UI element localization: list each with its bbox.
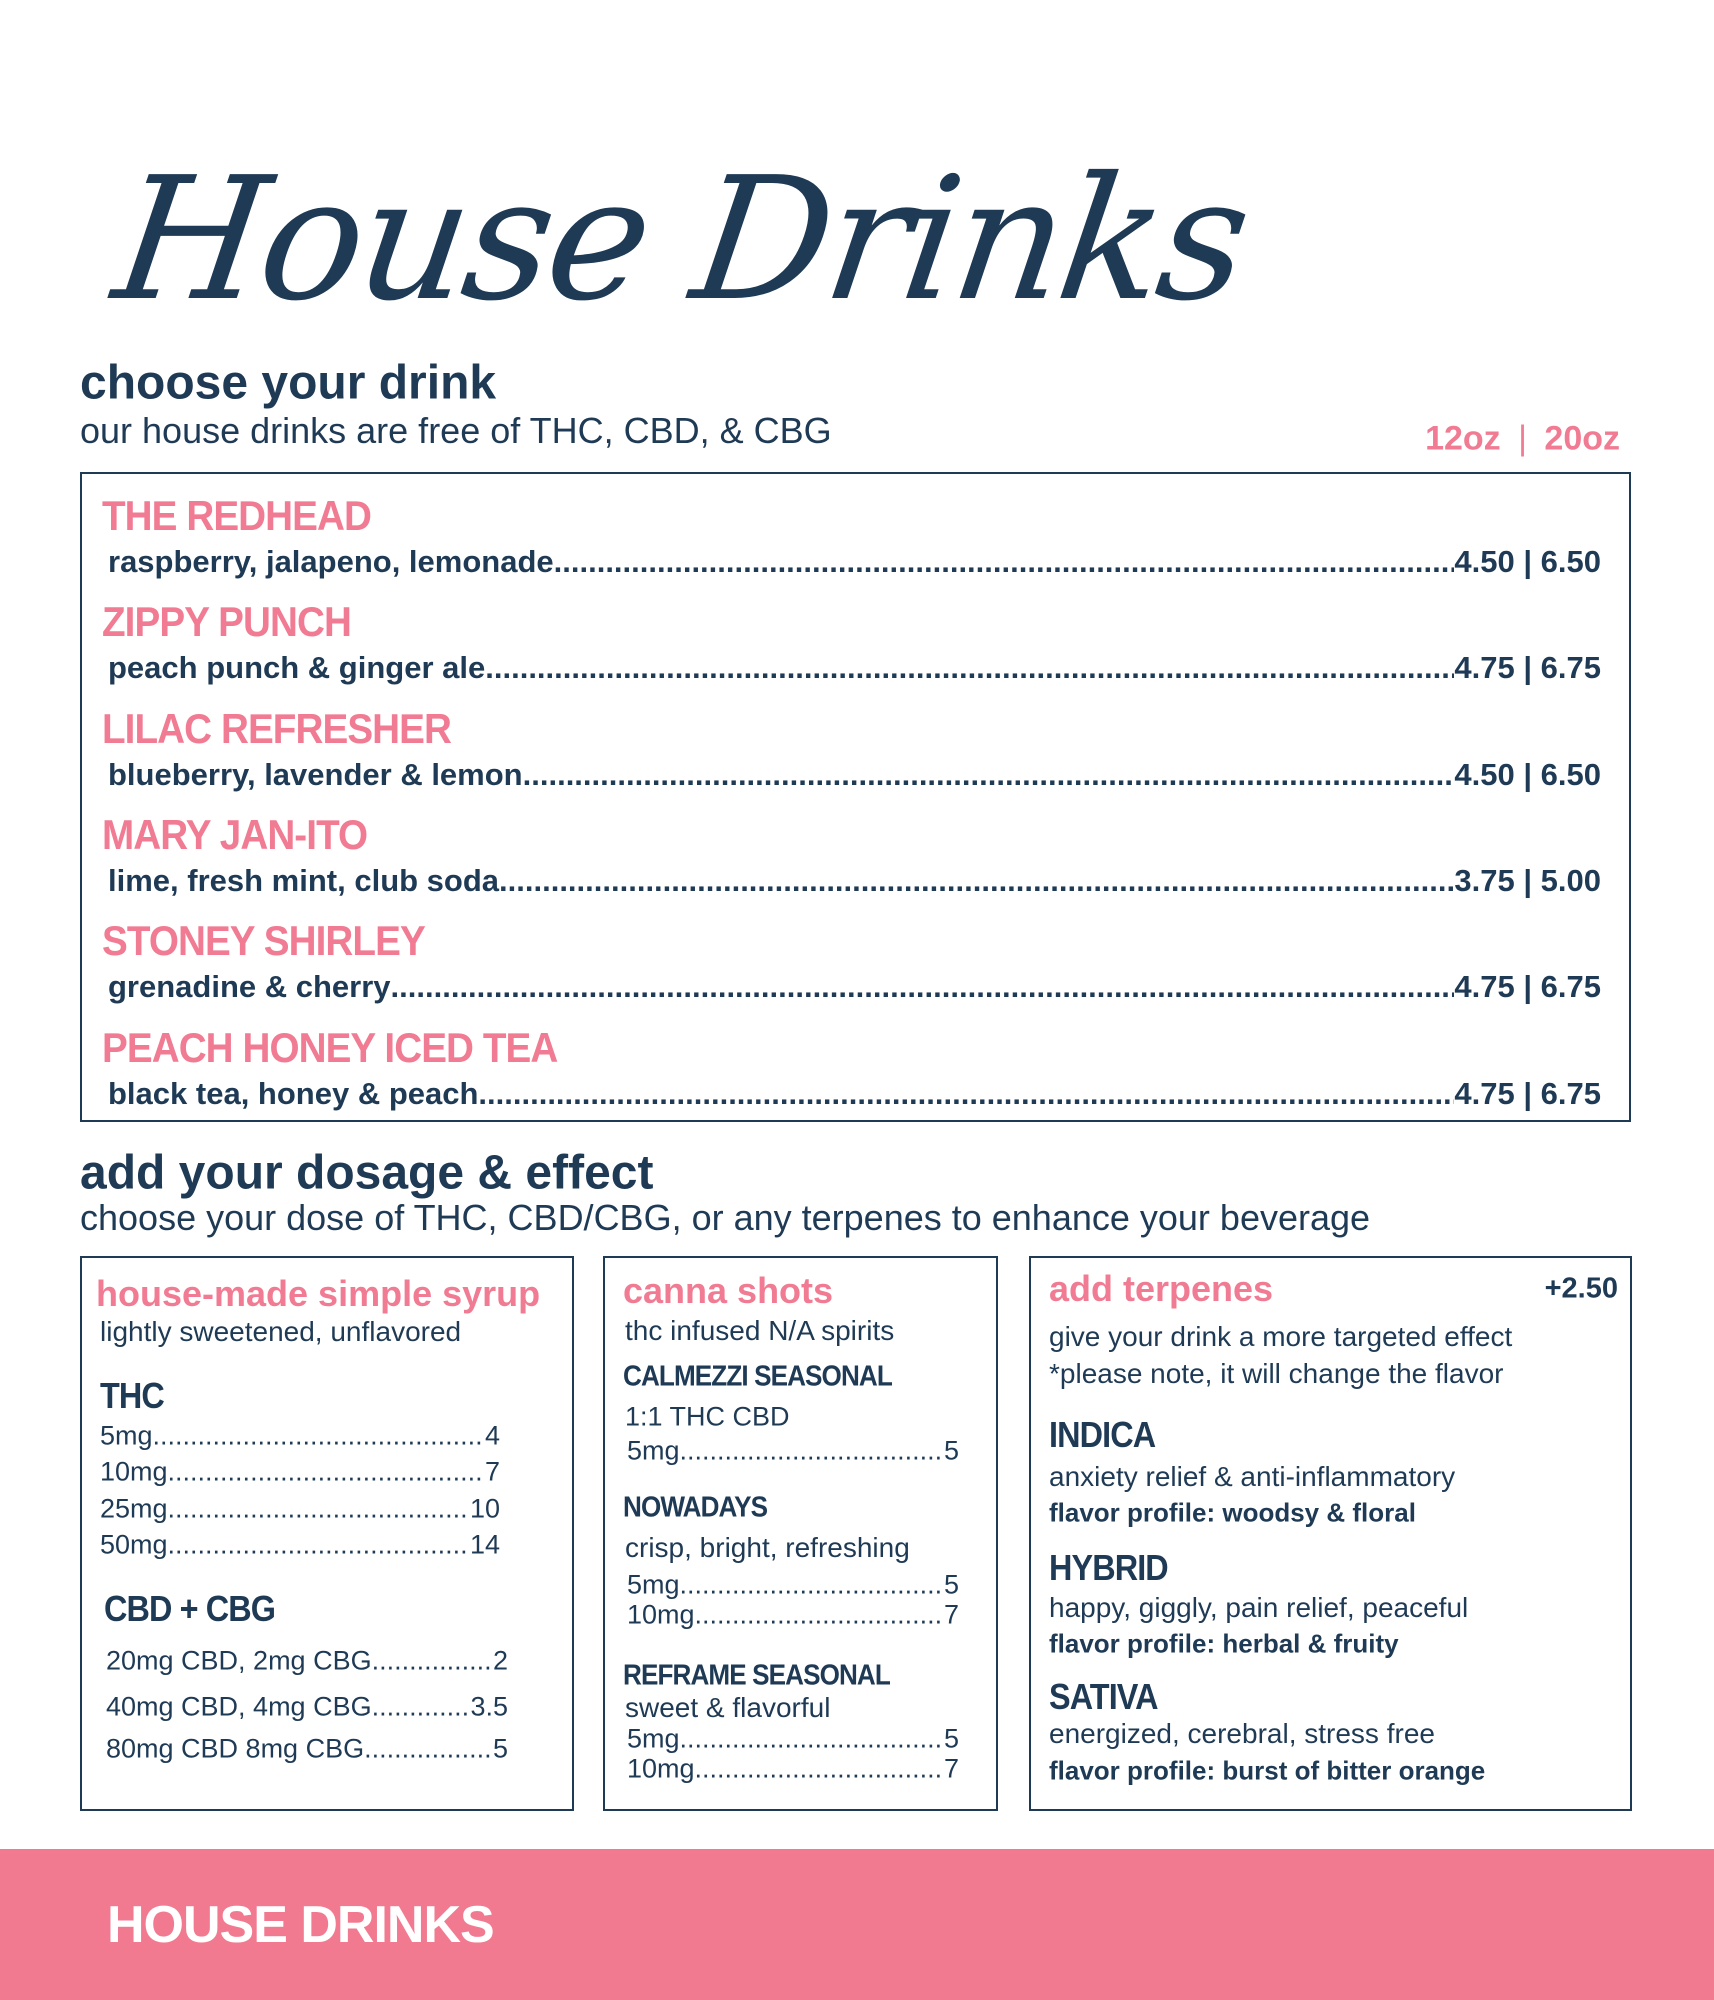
syrup-subheading: lightly sweetened, unflavored bbox=[100, 1316, 462, 1347]
price-row bbox=[100, 1530, 500, 1561]
item-price: 7 bbox=[943, 1753, 959, 1784]
shot-name: CALMEZZI SEASONAL bbox=[623, 1360, 892, 1393]
item-label: 5mg bbox=[100, 1420, 153, 1451]
item-price: 5 bbox=[943, 1569, 959, 1600]
drink-name: STONEY SHIRLEY bbox=[102, 917, 425, 965]
syrup-heading: house-made simple syrup bbox=[96, 1273, 541, 1314]
item-price: 5 bbox=[943, 1435, 959, 1466]
item-label: 5mg bbox=[627, 1723, 680, 1754]
dot-leader bbox=[372, 1646, 493, 1677]
terpene-flavor: flavor profile: woodsy & floral bbox=[1049, 1497, 1416, 1528]
size-divider: | bbox=[1518, 419, 1527, 458]
price-row bbox=[106, 1692, 508, 1723]
drink-name: THE REDHEAD bbox=[102, 492, 371, 539]
shot-note: crisp, bright, refreshing bbox=[625, 1532, 910, 1563]
terpenes-line1: give your drink a more targeted effect bbox=[1049, 1321, 1513, 1352]
dosage-heading: add your dosage & effect bbox=[80, 1146, 654, 1200]
item-label: blueberry, lavender & lemon bbox=[108, 756, 523, 792]
price-row bbox=[106, 1646, 508, 1677]
dot-leader bbox=[680, 1436, 944, 1467]
shot-note: sweet & flavorful bbox=[625, 1692, 831, 1723]
drink-name: LILAC REFRESHER bbox=[102, 704, 452, 752]
item-price: 4.75 | 6.75 bbox=[1454, 1075, 1601, 1111]
item-price: 3.5 bbox=[470, 1691, 508, 1722]
price-row bbox=[108, 1076, 1601, 1112]
terpene-flavor: flavor profile: burst of bitter orange bbox=[1049, 1755, 1486, 1786]
item-price: 7 bbox=[484, 1456, 500, 1487]
item-price: 5 bbox=[492, 1733, 508, 1764]
item-label: 5mg bbox=[627, 1569, 680, 1600]
item-label: 40mg CBD, 4mg CBG bbox=[106, 1691, 372, 1722]
price-row bbox=[627, 1754, 959, 1785]
terpenes-line2: *please note, it will change the flavor bbox=[1049, 1358, 1504, 1389]
item-label: raspberry, jalapeno, lemonade bbox=[108, 544, 554, 579]
size-large: 20oz bbox=[1544, 419, 1620, 458]
item-label: lime, fresh mint, club soda bbox=[108, 862, 500, 898]
terpene-type: INDICA bbox=[1049, 1414, 1156, 1455]
page-title: House Drinks bbox=[104, 141, 1258, 339]
dot-leader bbox=[523, 757, 1455, 793]
dot-leader bbox=[168, 1494, 470, 1525]
terpene-effect: anxiety relief & anti-inflammatory bbox=[1049, 1461, 1456, 1492]
item-label: 5mg bbox=[627, 1435, 680, 1466]
cbd-label: CBD + CBG bbox=[104, 1588, 276, 1629]
footer-banner bbox=[0, 1849, 1714, 2000]
canna-subheading: thc infused N/A spirits bbox=[625, 1315, 895, 1346]
dot-leader bbox=[168, 1530, 470, 1561]
syrup-box bbox=[80, 1256, 574, 1811]
terpene-type: SATIVA bbox=[1049, 1676, 1158, 1717]
item-price: 4.50 | 6.50 bbox=[1454, 756, 1601, 792]
item-price: 3.75 | 5.00 bbox=[1454, 862, 1601, 898]
size-small: 12oz bbox=[1425, 419, 1501, 458]
item-label: 80mg CBD 8mg CBG bbox=[106, 1733, 365, 1764]
shot-name: NOWADAYS bbox=[623, 1491, 768, 1524]
shot-name: REFRAME SEASONAL bbox=[623, 1659, 890, 1692]
terpenes-box bbox=[1029, 1256, 1632, 1811]
dot-leader bbox=[695, 1600, 944, 1631]
item-label: peach punch & ginger ale bbox=[108, 650, 486, 686]
item-price: 4.50 | 6.50 bbox=[1454, 544, 1601, 579]
shot-note: 1:1 THC CBD bbox=[625, 1401, 790, 1432]
dot-leader bbox=[478, 1076, 1454, 1112]
dot-leader bbox=[391, 969, 1455, 1005]
price-row bbox=[100, 1494, 500, 1525]
price-row bbox=[108, 757, 1601, 793]
dot-leader bbox=[168, 1457, 485, 1488]
terpene-effect: happy, giggly, pain relief, peaceful bbox=[1049, 1592, 1469, 1623]
dot-leader bbox=[680, 1724, 944, 1755]
canna-heading: canna shots bbox=[623, 1270, 834, 1311]
item-price: 2 bbox=[492, 1645, 508, 1676]
drink-name: ZIPPY PUNCH bbox=[102, 598, 351, 646]
item-price: 10 bbox=[469, 1493, 500, 1524]
item-price: 4.75 | 6.75 bbox=[1454, 969, 1601, 1005]
drinks-box bbox=[80, 472, 1631, 1122]
price-row bbox=[627, 1570, 959, 1601]
dot-leader bbox=[485, 650, 1454, 686]
dot-leader bbox=[372, 1692, 471, 1723]
item-label: black tea, honey & peach bbox=[108, 1075, 479, 1111]
item-label: 20mg CBD, 2mg CBG bbox=[106, 1645, 372, 1676]
dot-leader bbox=[153, 1421, 485, 1452]
price-row bbox=[108, 863, 1601, 899]
price-row bbox=[108, 969, 1601, 1005]
drink-name: MARY JAN-ITO bbox=[102, 810, 368, 858]
price-row bbox=[106, 1734, 508, 1765]
dot-leader bbox=[499, 863, 1454, 899]
price-row bbox=[108, 650, 1601, 686]
item-price: 4 bbox=[484, 1420, 500, 1451]
footer-label: HOUSE DRINKS bbox=[107, 1896, 494, 1954]
drinks-heading: choose your drink bbox=[80, 356, 497, 410]
item-price: 14 bbox=[469, 1529, 500, 1560]
size-header bbox=[1425, 420, 1620, 459]
price-row bbox=[100, 1421, 500, 1452]
item-label: 10mg bbox=[627, 1599, 695, 1630]
item-label: 10mg bbox=[627, 1753, 695, 1784]
dot-leader bbox=[364, 1734, 493, 1765]
dot-leader bbox=[680, 1570, 944, 1601]
price-row bbox=[627, 1436, 959, 1467]
item-label: 25mg bbox=[100, 1493, 168, 1524]
price-row bbox=[100, 1457, 500, 1488]
terpene-effect: energized, cerebral, stress free bbox=[1049, 1718, 1435, 1749]
terpene-type: HYBRID bbox=[1049, 1547, 1168, 1588]
drink-name: PEACH HONEY ICED TEA bbox=[102, 1023, 558, 1071]
item-price: 4.75 | 6.75 bbox=[1454, 650, 1601, 686]
dot-leader bbox=[695, 1754, 944, 1785]
item-price: 5 bbox=[943, 1723, 959, 1754]
item-label: grenadine & cherry bbox=[108, 969, 391, 1005]
drinks-subheading: our house drinks are free of THC, CBD, & CBG bbox=[80, 410, 832, 451]
canna-box bbox=[603, 1256, 998, 1811]
item-price: 7 bbox=[943, 1599, 959, 1630]
price-row bbox=[627, 1724, 959, 1755]
dot-leader bbox=[554, 544, 1455, 580]
terpenes-price: +2.50 bbox=[1544, 1272, 1618, 1305]
terpenes-heading: add terpenes bbox=[1049, 1268, 1274, 1309]
item-label: 10mg bbox=[100, 1456, 168, 1487]
thc-label: THC bbox=[100, 1375, 164, 1416]
dosage-subheading: choose your dose of THC, CBD/CBG, or any terpenes to enhance your beverage bbox=[80, 1197, 1371, 1238]
price-row bbox=[627, 1600, 959, 1631]
terpene-flavor: flavor profile: herbal & fruity bbox=[1049, 1628, 1399, 1659]
price-row bbox=[108, 544, 1601, 580]
item-label: 50mg bbox=[100, 1529, 168, 1560]
